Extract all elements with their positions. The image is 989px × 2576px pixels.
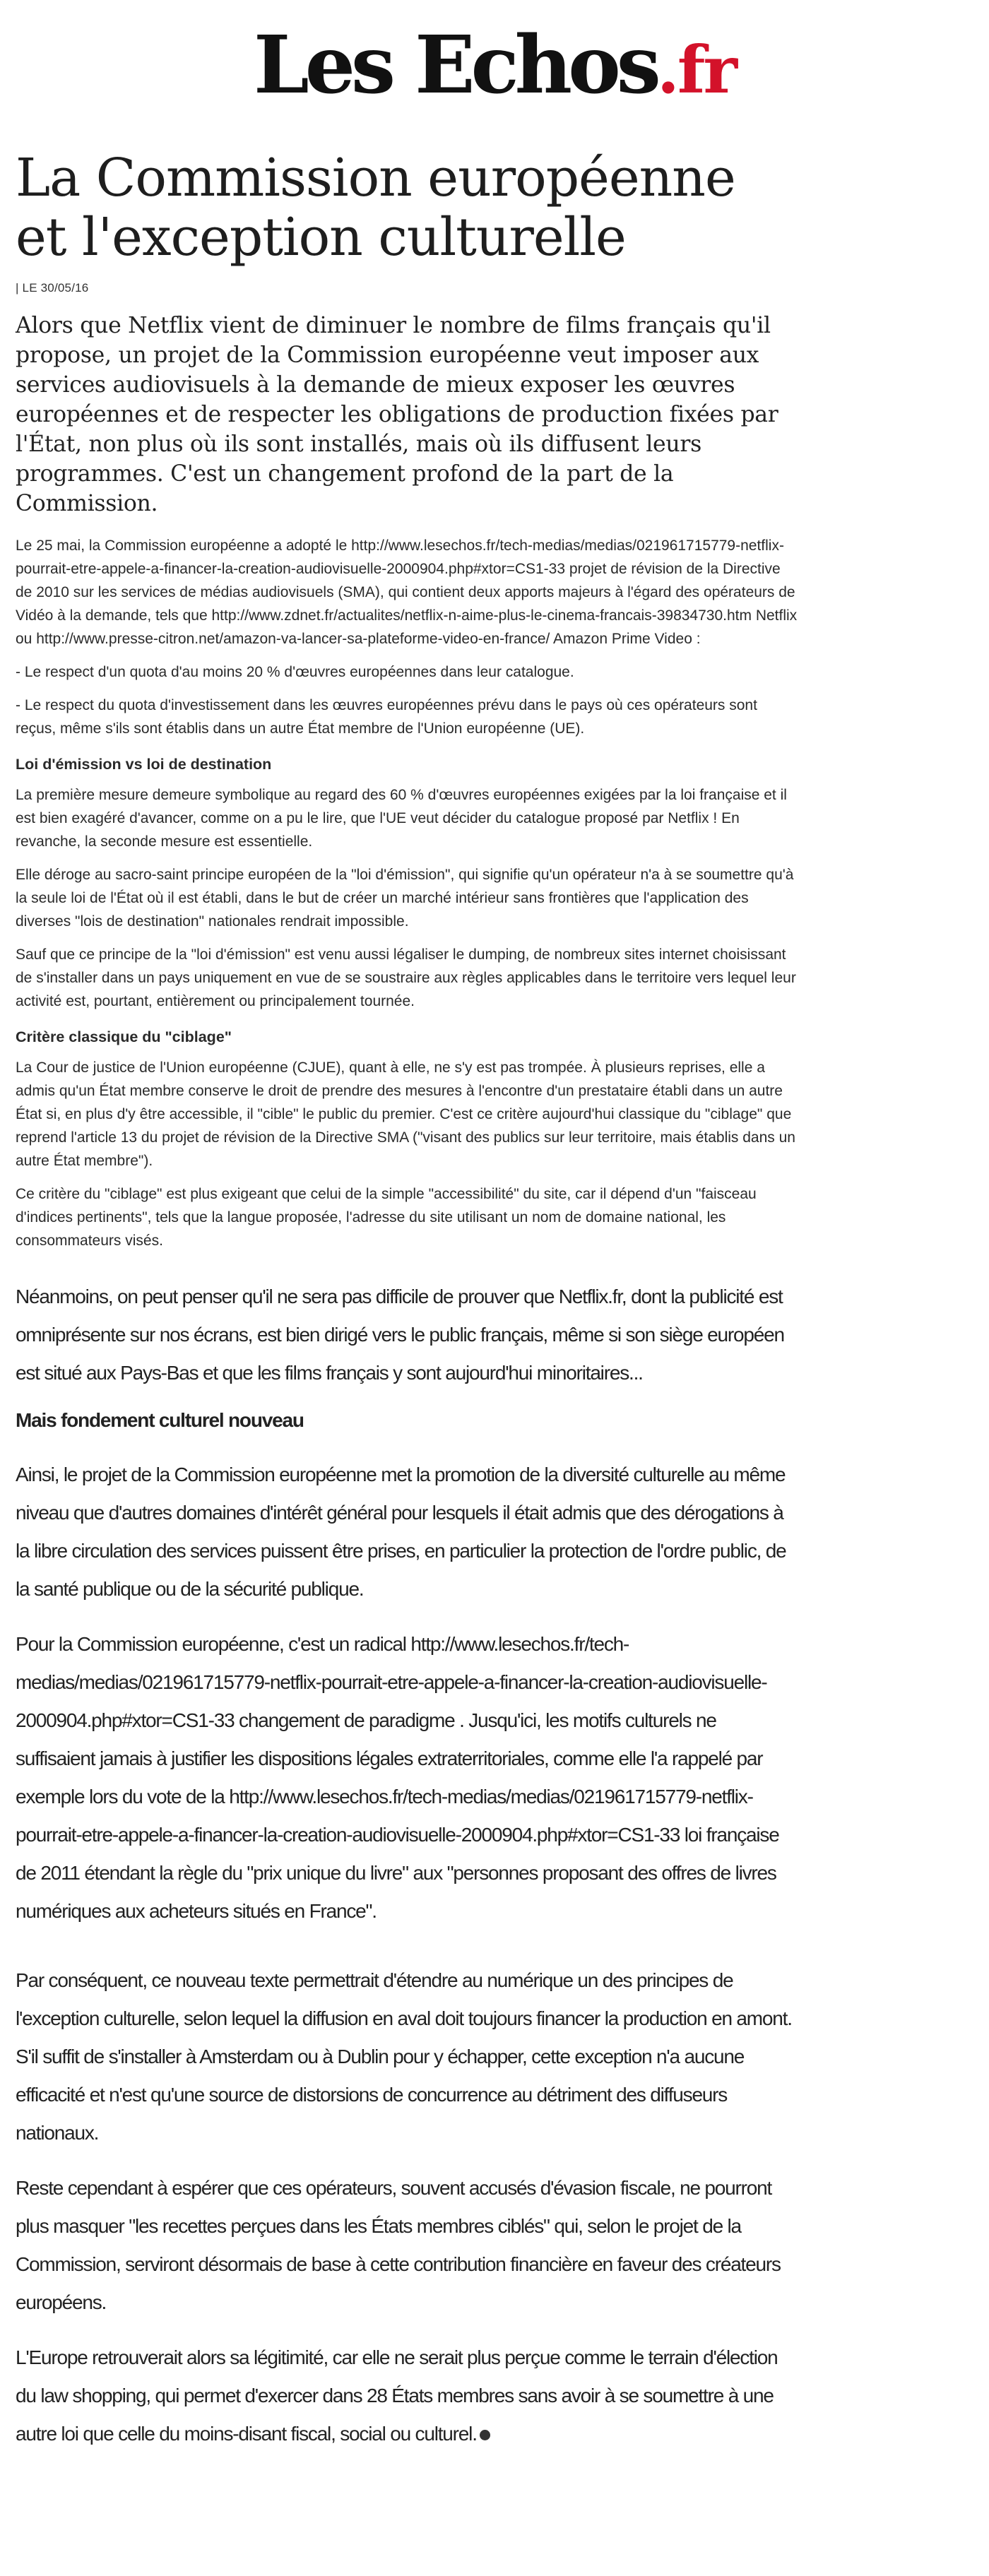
paragraph-text: L'Europe retrouverait alors sa légitimité, car elle ne serait plus perçue comme le terrain d'élection du law shopping, qui permet d'exercer dans 28 États membres sans avoir à se soumettre à une autre loi que celle du moins-disant fiscal, social ou culturel. — [16, 2346, 778, 2445]
paragraph: Néanmoins, on peut penser qu'il ne sera pas difficile de prouver que Netflix.fr, dont la publicité est omniprésente sur nos écrans, est bien dirigé vers le public français, même si son siège européen est situé aux Pays-Bas et que les films français y sont aujourd'hui minoritaires... — [16, 1286, 784, 1384]
paragraph: Ce critère du "ciblage" est plus exigeant que celui de la simple "accessibilité" du site, car il dépend d'un "faisceau d'indices pertinents", tels que la langue proposée, l'adresse du site utilisant un nom de domaine national, les consommateurs visés. — [16, 1186, 757, 1249]
paragraph: Par conséquent, ce nouveau texte permettrait d'étendre au numérique un des principes de l'exception culturelle, selon lequel la diffusion en aval doit toujours financer la production en amont. S'il suffit de s'installer à Amsterdam ou à Dublin pour y échapper, cette exception n'a aucune efficacité et n'est qu'une source de distorsions de concurrence au détriment des diffuseurs nationaux. — [16, 1969, 792, 2144]
paragraph: Sauf que ce principe de la "loi d'émission" est venu aussi légaliser le dumping, de nombreux sites internet choisissant de s'installer dans un pays uniquement en vue de se soustraire aux règles applicables dans le territoire vers lequel leur activité est, pourtant, entièrement ou principalement tournée. — [16, 946, 796, 1009]
paragraph: - Le respect du quota d'investissement dans les œuvres européennes prévu dans le pays où ces opérateurs sont reçus, même s'ils sont établis dans un autre État membre de l'Union européenne (UE). — [16, 697, 757, 737]
les-echos-logo[interactable] — [254, 19, 735, 112]
paragraph: - Le respect d'un quota d'au moins 20 % d'œuvres européennes dans leur catalogue. — [16, 664, 574, 680]
article-body-large — [16, 1278, 800, 2453]
paragraph-final — [16, 2339, 800, 2453]
masthead — [0, 0, 989, 126]
article-title: La Commission européenne et l'exception culturelle — [16, 148, 735, 268]
paragraph: La première mesure demeure symbolique au regard des 60 % d'œuvres européennes exigées par la loi française et il est bien exagéré d'avancer, comme on a pu le lire, que l'UE veut décider du catalogue proposé par Netflix ! En revanche, la seconde mesure est essentielle. — [16, 787, 787, 850]
paragraph: La Cour de justice de l'Union européenne (CJUE), quant à elle, ne s'y est pas trompée. À plusieurs reprises, elle a admis qu'un État membre conserve le droit de prendre des mesures à l'encontre d'un prestataire établi dans un autre État si, en plus d'y être accessible, il "cible" le public du premier. C'est ce critère aujourd'hui classique du "ciblage" que reprend l'article 13 du projet de révision de la Directive SMA ("visant des publics sur leur territoire, mais établis dans un autre État membre"). — [16, 1060, 795, 1169]
article — [16, 148, 800, 2470]
section-heading: Mais fondement culturel nouveau — [16, 1409, 304, 1431]
paragraph: Reste cependant à espérer que ces opérateurs, souvent accusés d'évasion fiscale, ne pourront plus masquer "les recettes perçues dans les États membres ciblés" qui, selon le projet de la Commission, serviront désormais de base à cette contribution financière en faveur des créateurs européens. — [16, 2177, 781, 2313]
article-lead: Alors que Netflix vient de diminuer le nombre de films français qu'il propose, un projet de la Commission européenne veut imposer aux services audiovisuels à la demande de mieux exposer les œuvres européennes et de respecter les obligations de production fixées par l'État, non plus où ils sont installés, mais où ils diffusent leurs programmes. C'est un changement profond de la part de la Commission. — [16, 313, 778, 516]
logo-suffix-text: .fr — [656, 32, 735, 108]
paragraph: Ainsi, le projet de la Commission européenne met la promotion de la diversité culturelle au même niveau que d'autres domaines d'intérêt général pour lesquels il était admis que des dérogations à la libre circulation des services puissent être prises, en particulier la protection de l'ordre public, de la santé publique ou de la sécurité publique. — [16, 1464, 786, 1600]
paragraph: Le 25 mai, la Commission européenne a adopté le http://www.lesechos.fr/tech-medias/medias/021961715779-netflix-pourrait-etre-appele-a-financer-la-creation-audiovisuelle-2000904.php#xtor=CS1-33 projet de révision de la Directive de 2010 sur les services de médias audiovisuels (SMA), qui contient deux apports majeurs à l'égard des opérateurs de Vidéo à la demande, tels que http://www.zdnet.fr/actualites/netflix-n-aime-plus-le-cinema-francais-39834730.htm Netflix ou http://www.presse-citron.net/amazon-va-lancer-sa-plateforme-video-en-france/ Amazon Prime Video : — [16, 538, 798, 647]
article-body-small — [16, 534, 800, 1252]
paragraph: Pour la Commission européenne, c'est un radical http://www.lesechos.fr/tech-medias/medias/021961715779-netflix-pourrait-etre-appele-a-financer-la-creation-audiovisuelle-2000904.php#xtor=CS1-33 changement de paradigme . Jusqu'ici, les motifs culturels ne suffisaient jamais à justifier les dispositions légales extraterritoriales, comme elle l'a rappelé par exemple lors du vote de la http://www.lesechos.fr/tech-medias/medias/021961715779-netflix-pourrait-etre-appele-a-financer-la-creation-audiovisuelle-2000904.php#xtor=CS1-33 loi française de 2011 étendant la règle du "prix unique du livre" aux "personnes proposant des offres de livres numériques aux acheteurs situés en France". — [16, 1633, 779, 1922]
logo-main-text: Les Echos — [254, 19, 657, 112]
section-heading: Loi d'émission vs loi de destination — [16, 756, 272, 773]
end-of-article-icon — [480, 2430, 490, 2440]
paragraph: Elle déroge au sacro-saint principe européen de la "loi d'émission", qui signifie qu'un opérateur n'a à se soumettre qu'à la seule loi de l'État où il est établi, dans le but de créer un marché intérieur sans frontières que l'application des diverses "lois de destination" nationales rendrait impossible. — [16, 867, 794, 930]
article-dateline: | LE 30/05/16 — [16, 281, 89, 295]
section-heading: Critère classique du "ciblage" — [16, 1028, 232, 1045]
